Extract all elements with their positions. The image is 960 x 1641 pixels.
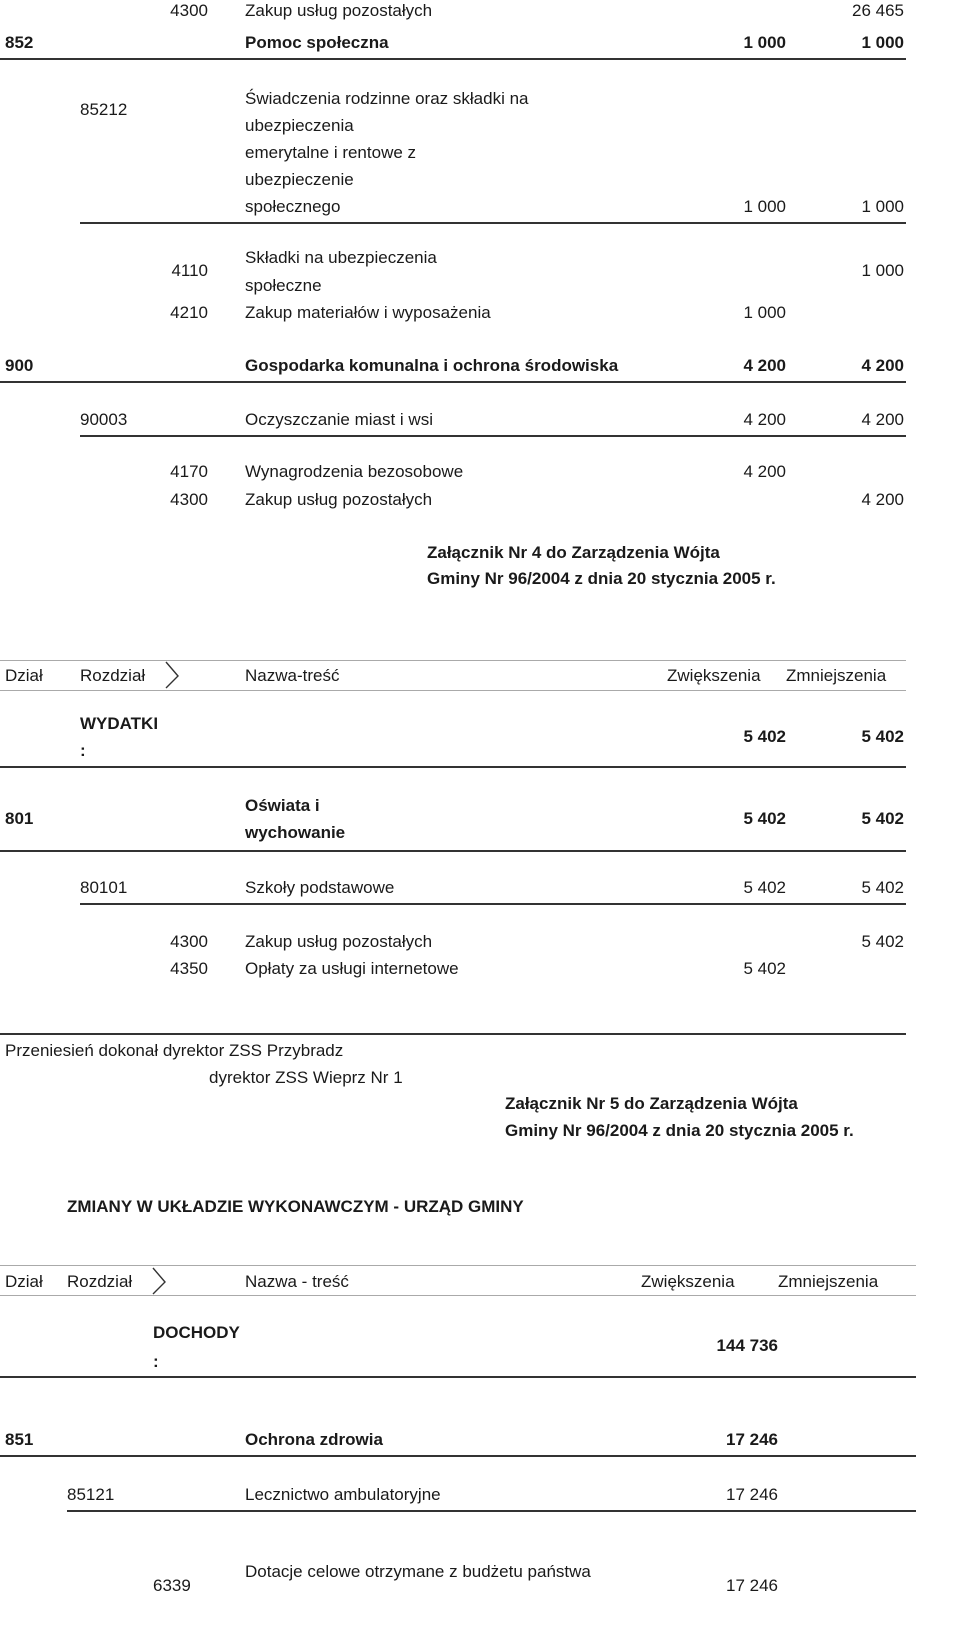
row-divider: [80, 903, 906, 905]
header-dzial: Dział: [5, 666, 43, 685]
table-top-rule: [0, 660, 906, 661]
header-nazwa: Nazwa-treść: [245, 666, 340, 685]
paragraf-code: 4110: [171, 261, 208, 280]
row-name-line-2: wychowanie: [245, 823, 346, 842]
increase-value: 4 200: [743, 356, 786, 375]
dzial-code: 851: [5, 1430, 34, 1449]
dzial-code: 900: [5, 356, 34, 375]
row-name: Szkoły podstawowe: [245, 878, 395, 897]
decrease-value: 5 402: [861, 727, 904, 746]
increase-value: 1 000: [743, 303, 786, 322]
header-dzial: Dział: [5, 1272, 43, 1291]
increase-value: 17 246: [726, 1576, 778, 1595]
dzial-code: 852: [5, 33, 34, 52]
header-rozdzial: Rozdział: [67, 1272, 133, 1291]
row-divider: [67, 1510, 916, 1512]
paragraf-code: 4300: [170, 1, 208, 20]
row-divider: [0, 766, 906, 768]
increase-value: 17 246: [726, 1485, 778, 1504]
row-name: Lecznictwo ambulatoryjne: [245, 1485, 441, 1504]
table-top-rule: [0, 1265, 916, 1266]
row-name-line-1: Oświata i: [245, 796, 320, 815]
row-divider: [0, 1376, 916, 1378]
dzial-code: 801: [5, 809, 34, 828]
paragraf-code: 4300: [170, 932, 208, 951]
row-name-line-2: ubezpieczenia: [245, 116, 354, 135]
decrease-value: 26 465: [852, 1, 904, 20]
row-divider: [0, 850, 906, 852]
attachment-4-line-2: Gminy Nr 96/2004 z dnia 20 stycznia 2005 r.: [427, 569, 776, 588]
increase-value: 5 402: [743, 727, 786, 746]
increase-value: 4 200: [743, 410, 786, 429]
decrease-value: 5 402: [861, 932, 904, 951]
decrease-value: 4 200: [861, 490, 904, 509]
row-divider: [0, 381, 906, 383]
transfer-line-2: dyrektor ZSS Wieprz Nr 1: [209, 1068, 403, 1087]
decrease-value: 1 000: [861, 261, 904, 280]
row-name-line-2: społeczne: [245, 276, 322, 295]
row-name: Zakup usług pozostałych: [245, 1, 433, 20]
header-bottom-rule: [0, 1295, 916, 1296]
row-divider: [80, 222, 906, 224]
decrease-value: 1 000: [861, 33, 904, 52]
increase-value: 5 402: [743, 809, 786, 828]
row-divider: [80, 435, 906, 437]
table-bottom-rule: [0, 1033, 906, 1035]
decrease-value: 4 200: [861, 410, 904, 429]
paragraf-code: 6339: [153, 1576, 191, 1595]
row-name-line-5: społecznego: [245, 197, 341, 216]
rozdzial-code: 90003: [80, 410, 128, 429]
row-name: Ochrona zdrowia: [245, 1430, 383, 1449]
header-zmniejszenia: Zmniejszenia: [786, 666, 887, 685]
increase-value: 144 736: [716, 1336, 778, 1355]
row-name-line-1: Składki na ubezpieczenia: [245, 248, 437, 267]
paragraf-code: 4350: [170, 959, 208, 978]
increase-value: 5 402: [743, 959, 786, 978]
row-name-line-3: emerytalne i rentowe z: [245, 143, 417, 162]
row-name: Gospodarka komunalna i ochrona środowiska: [245, 356, 619, 375]
row-name: Opłaty za usługi internetowe: [245, 959, 459, 978]
dochody-colon: :: [153, 1352, 159, 1371]
attachment-5-line-1: Załącznik Nr 5 do Zarządzenia Wójta: [505, 1094, 798, 1113]
transfer-line-1: Przeniesień dokonał dyrektor ZSS Przybradz: [5, 1041, 344, 1060]
decrease-value: 5 402: [861, 809, 904, 828]
row-name: Zakup usług pozostałych: [245, 490, 433, 509]
section-title: ZMIANY W UKŁADZIE WYKONAWCZYM - URZĄD GMINY: [67, 1197, 524, 1216]
rozdzial-code: 80101: [80, 878, 128, 897]
attachment-5-line-2: Gminy Nr 96/2004 z dnia 20 stycznia 2005 r.: [505, 1121, 854, 1140]
row-name: Oczyszczanie miast i wsi: [245, 410, 433, 429]
row-name: Dotacje celowe otrzymane z budżetu państwa: [245, 1562, 591, 1581]
paragraph-symbol-icon: [164, 660, 180, 690]
header-nazwa: Nazwa - treść: [245, 1272, 349, 1291]
attachment-4-line-1: Załącznik Nr 4 do Zarządzenia Wójta: [427, 543, 720, 562]
rozdzial-code: 85121: [67, 1485, 115, 1504]
decrease-value: 5 402: [861, 878, 904, 897]
row-divider: [0, 58, 906, 60]
row-name: Zakup usług pozostałych: [245, 932, 433, 951]
dochody-label: DOCHODY: [153, 1323, 240, 1342]
decrease-value: 1 000: [861, 197, 904, 216]
increase-value: 4 200: [743, 462, 786, 481]
increase-value: 17 246: [726, 1430, 778, 1449]
header-rozdzial: Rozdział: [80, 666, 146, 685]
row-name: Pomoc społeczna: [245, 33, 389, 52]
row-name: Wynagrodzenia bezosobowe: [245, 462, 464, 481]
paragraph-symbol-icon: [151, 1266, 167, 1296]
row-name: Zakup materiałów i wyposażenia: [245, 303, 491, 322]
header-zwiekszenia: Zwiększenia: [641, 1272, 735, 1291]
row-name-line-4: ubezpieczenie: [245, 170, 354, 189]
increase-value: 5 402: [743, 878, 786, 897]
paragraf-code: 4300: [170, 490, 208, 509]
header-bottom-rule: [0, 690, 906, 691]
paragraf-code: 4170: [170, 462, 208, 481]
header-zmniejszenia: Zmniejszenia: [778, 1272, 879, 1291]
rozdzial-code: 85212: [80, 100, 128, 119]
increase-value: 1 000: [743, 197, 786, 216]
header-zwiekszenia: Zwiększenia: [667, 666, 761, 685]
wydatki-label: WYDATKI: [80, 714, 159, 733]
increase-value: 1 000: [743, 33, 786, 52]
decrease-value: 4 200: [861, 356, 904, 375]
row-divider: [0, 1455, 916, 1457]
paragraf-code: 4210: [170, 303, 208, 322]
wydatki-colon: :: [80, 741, 86, 760]
row-name-line-1: Świadczenia rodzinne oraz składki na: [245, 89, 529, 108]
